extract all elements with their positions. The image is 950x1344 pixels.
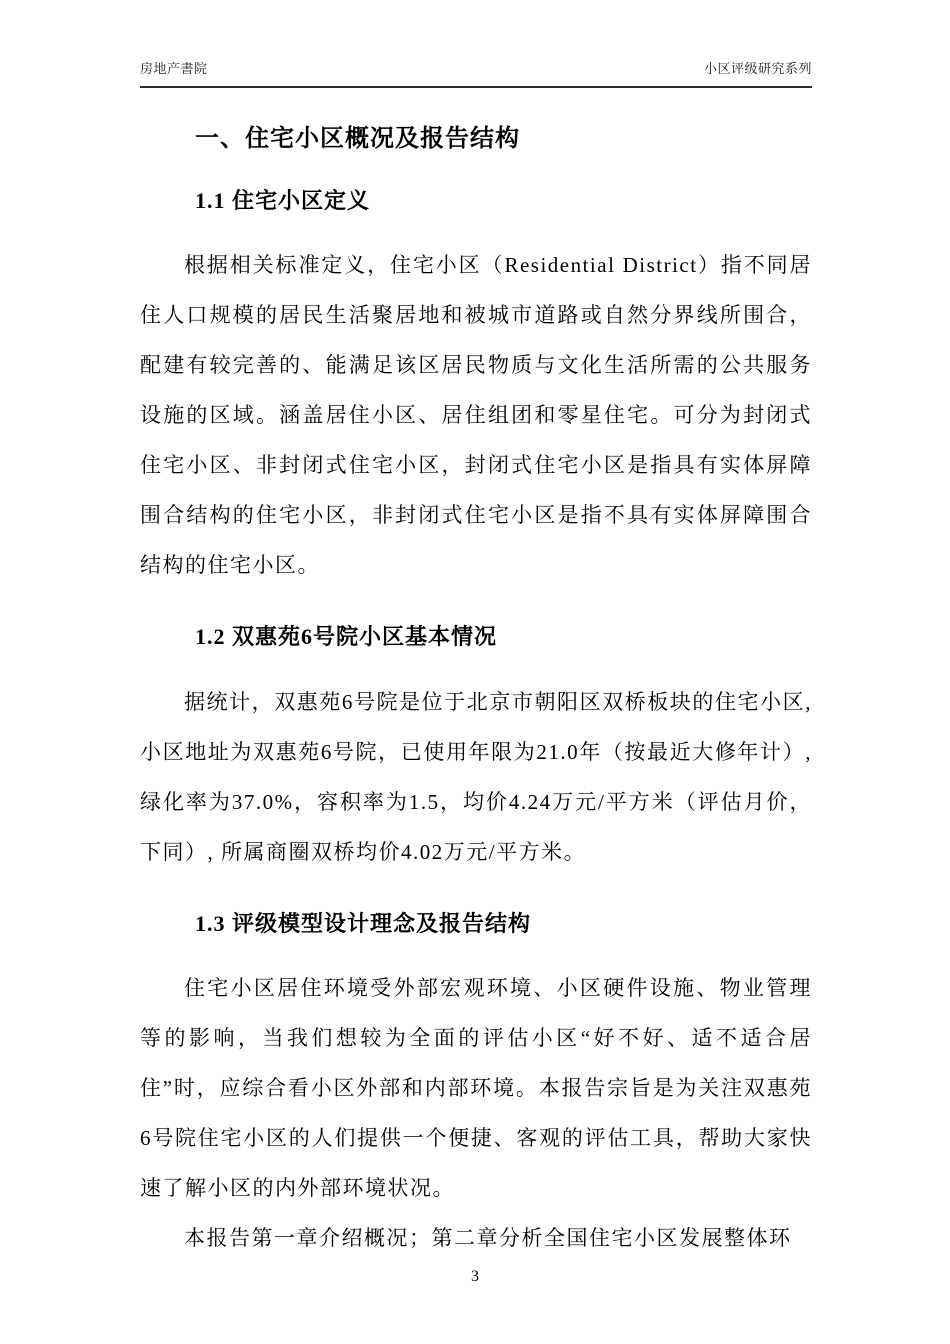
- section-1-1: [140, 188, 812, 590]
- section-1-2: [140, 624, 812, 876]
- chapter-title: 一、住宅小区概况及报告结构: [195, 126, 520, 152]
- page-footer: [0, 1268, 950, 1286]
- section-1-3-paragraph-1: 住宅小区居住环境受外部宏观环境、小区硬件设施、物业管理等的影响，当我们想较为全面的评估小区“好不好、适不适合居住”时，应综合看小区外部和内部环境。本报告宗旨是为关注双惠苑6号院住宅小区的人们提供一个便捷、客观的评估工具，帮助大家快速了解小区的内外部环境状况。: [140, 975, 812, 1200]
- header-right-text: 小区评级研究系列: [703, 61, 812, 76]
- section-1-3-paragraph-2: 本报告第一章介绍概况；第二章分析全国住宅小区发展整体环: [184, 1225, 792, 1250]
- section-1-3-heading: 1.3 评级模型设计理念及报告结构: [195, 910, 532, 936]
- section-1-3: [140, 911, 812, 1263]
- section-1-2-heading: 1.2 双惠苑6号院小区基本情况: [195, 624, 498, 650]
- document-content: [140, 89, 812, 1263]
- page-number: 3: [471, 1268, 479, 1285]
- header-left-text: 房地产書院: [140, 61, 208, 76]
- section-1-1-heading: 1.1 住宅小区定义: [195, 187, 371, 213]
- section-1-2-paragraph: 据统计，双惠苑6号院是位于北京市朝阳区双桥板块的住宅小区, 小区地址为双惠苑6号院，已使用年限为21.0年（按最近大修年计）, 绿化率为37.0%，容积率为1.5，均价4.24万元/平方米（评估月价，下同）, 所属商圈双桥均价4.02万元/平方米。: [140, 689, 812, 864]
- section-1-1-paragraph: 根据相关标准定义，住宅小区（Residential District）指不同居住人口规模的居民生活聚居地和被城市道路或自然分界线所围合，配建有较完善的、能满足该区居民物质与文化生活所需的公共服务设施的区域。涵盖居住小区、居住组团和零星住宅。可分为封闭式住宅小区、非封闭式住宅小区，封闭式住宅小区是指具有实体屏障围合结构的住宅小区，非封闭式住宅小区是指不具有实体屏障围合结构的住宅小区。: [140, 253, 812, 578]
- page-header: [140, 58, 812, 88]
